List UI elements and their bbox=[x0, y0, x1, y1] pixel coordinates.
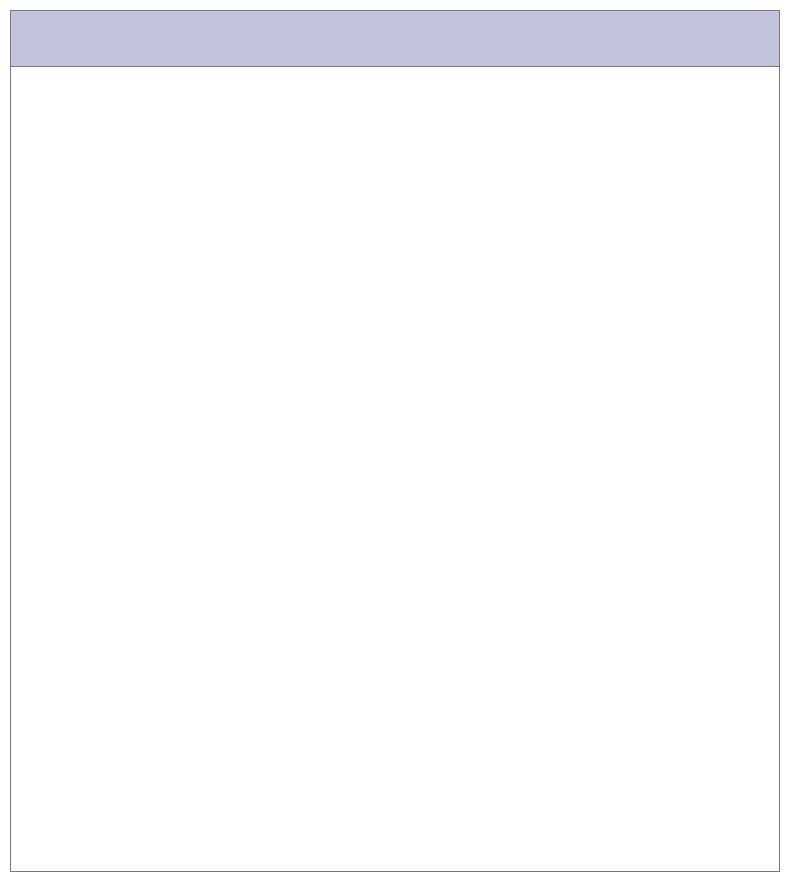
table-title-bar bbox=[11, 11, 779, 67]
spec-table bbox=[10, 10, 780, 872]
